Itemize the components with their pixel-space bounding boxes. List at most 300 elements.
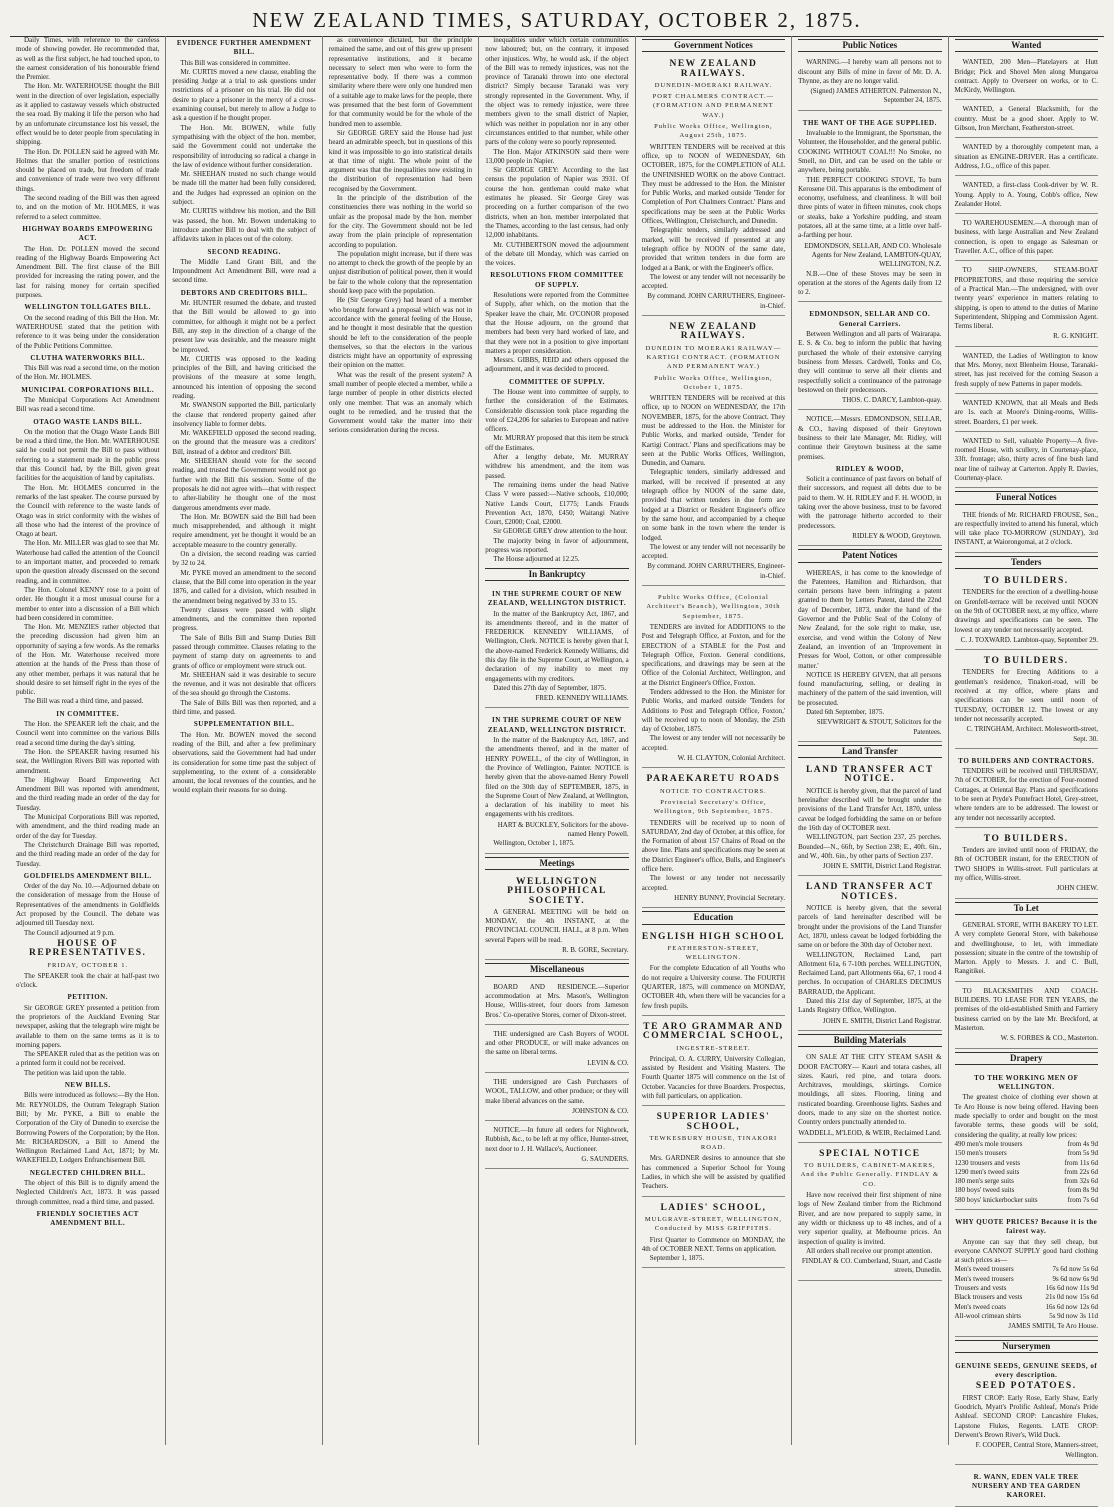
price-row bbox=[955, 1177, 1098, 1186]
ad-text: FIRST CROP: Early Rose, Early Shaw, Early Goodrich, Myatt's Prolific Ashleaf, Mona's Pride Ashleaf. SECOND CROP: Lancashire Flukes, Lapstone Flukes, Regents. LATE CROP: Derwent's Brown River's, Wild Duck. bbox=[954, 1393, 1098, 1439]
notice-text: NOTICE is hereby given, that the parcel of land hereinafter described will be brought under the provisions of the Land Transfer Act, 1870, unless caveat be lodged forbidding the same on or before the 16th day of OCTOBER next. bbox=[798, 786, 942, 832]
notice-text: N.B.—One of these Stoves may be seen in operation at the stores of the Agents daily from 12 to 2. bbox=[798, 269, 942, 297]
notice-signature: W. H. CLAYTON, Colonial Architect. bbox=[677, 754, 786, 763]
price-value: 7s 6d now 5s 6d bbox=[1052, 1265, 1098, 1274]
article-text: Mr. MURRAY proposed that this item be struck off the Estimates. bbox=[485, 434, 629, 452]
notice-title: IN THE SUPREME COURT OF NEW ZEALAND, WELLINGTON DISTRICT. bbox=[487, 589, 627, 608]
article-text: The Hon. Mr. HOLMES concurred in the remarks of the last speaker. The course pursued by the Council with reference to the waste lands of Otago was in strict conformity with the wishes of all those who had the interest of the province of Otago at heart. bbox=[16, 483, 160, 539]
price-item: 580 boys' knickerbocker suits bbox=[954, 1195, 1038, 1204]
notice-date: Dated 6th September, 1875. bbox=[806, 708, 885, 716]
article-text: The population might increase, but if there was no attempt to check the growth of the people by an unjust distribution of political power, then it would be fair to the whole colony that the representation should keep pace with the population. bbox=[328, 249, 473, 296]
ad-text: WANTED, a first-class Cook-driver by W. R. Young. Apply to A. Young, Cobb's office, New Zealander Hotel. bbox=[954, 181, 1098, 208]
wanted-ad bbox=[955, 396, 1098, 432]
ad-signature: G. SAUNDERS. bbox=[581, 1155, 629, 1164]
public-notice bbox=[798, 113, 941, 303]
notice-signature: By command. JOHN CARRUTHERS, Engineer-in-Chief. bbox=[647, 292, 786, 310]
section-banner: Government Notices bbox=[642, 39, 785, 52]
article-text: After a lengthy debate, Mr. MURRAY withdrew his amendment, and the item was passed. bbox=[485, 453, 629, 480]
tender-ad bbox=[955, 830, 1098, 899]
article-text: as convenience dictated, but the principle remained the same, and out of this grew up present representative institutions, and it became necessary to select men who were to form the representative body. If there was a common similarity where there were only one hundred men of a suitable age to make laws for the people, there was presumed that the best form of Government for that community would be for the whole of the hundred men to assemble. bbox=[328, 36, 473, 128]
notice-date: Dated this 27th day of September, 1875. bbox=[493, 683, 607, 692]
wanted-ad bbox=[955, 263, 1098, 346]
masthead: NEW ZEALAND TIMES, SATURDAY, OCTOBER 2, 1875. bbox=[10, 8, 1104, 37]
meeting-notice bbox=[485, 873, 628, 960]
ad-title: WHY QUOTE PRICES? Because it is the fairest way. bbox=[955, 1217, 1098, 1236]
price-value: 21s 0d now 15s 6d bbox=[1045, 1293, 1098, 1302]
price-value: from 32s 6d bbox=[1064, 1177, 1098, 1186]
article-text: The Hon. the SPEAKER having resumed his seat, the Wellington Rivers Bill was reported with amendment. bbox=[16, 747, 160, 775]
price-row bbox=[955, 1149, 1098, 1158]
section-banner: Education bbox=[642, 911, 785, 924]
tender-ad bbox=[955, 751, 1098, 828]
notice-text: NOTICE.—Messrs. EDMONDSON, SELLAR, & CO., having disposed of their Greytown business to their late Manager, Mr. Ridley, will continue their Greytown business at the same premises. bbox=[798, 415, 942, 461]
notice-subtitle: DUNEDIN TO MOERAKI RAILWAY—KARTIGI CONTRACT. (FORMATION AND PERMANENT WAY.) bbox=[645, 344, 782, 371]
ad-subtitle: INGESTRE-STREET. bbox=[676, 1044, 751, 1052]
ad-title: R. WANN, EDEN VALE TREE NURSERY AND TEA GARDEN KAROREI. bbox=[971, 1472, 1081, 1500]
ad-signature: WADDELL, M'LEOD, & WEIR, Reclaimed Land. bbox=[798, 1128, 942, 1137]
notice-signature: EDMONDSON, SELLAR, AND CO. Wholesale Agents for New Zealand, LAMBTON-QUAY, WELLINGTON, N.Z. bbox=[804, 241, 942, 269]
ad-text: THE undersigned are Cash Buyers of WOOL and other PRODUCE, or will make advances on the same on liberal terms. bbox=[485, 1029, 629, 1057]
section-subheading: FRIDAY, OCTOBER 1. bbox=[47, 961, 129, 969]
section-banner: Drapery bbox=[955, 1052, 1098, 1065]
notice-text: In the matter of the Bankruptcy Act, 1867, and the amendments thereof, and in the matter of HENRY POWELL, of the city of Wellington, in the Province of Wellington, Painter. NOTICE is hereby given that the above-named Henry Powell filed on the 30th day of SEPTEMBER, 1875, in the Supreme Court of New Zealand, at Wellington, a declaration of his inability to meet his engagements with his creditors. bbox=[485, 736, 629, 819]
section-heading: CLUTHA WATERWORKS BILL. bbox=[30, 353, 146, 362]
article-text: Sir GEORGE GREY drew attention to the hour. bbox=[493, 527, 628, 536]
article-text: Daily Times, with reference to the careless mode of showing powder. He recommended that, as well as the first subject, he had touched upon, to the earnest consideration of his honourable friend the Premier. bbox=[16, 36, 160, 82]
article-text: The Hon. Mr. MENZIES rather objected that the preceding discussion had given him an opportunity of saying a few words. As the remarks of the Hon. Mr. Waterhouse received more attention at the hands of the Press than those of any other member, perhaps it was natural that he should desire to set himself right in the eyes of the public. bbox=[16, 623, 160, 697]
notice-text: THE friends of Mr. RICHARD FROUSE, Sen., are respectfully invited to attend his funeral, which will take place TO-MORROW (SUNDAY), 3rd INSTANT, at Waiorongomai, at 2 o'clock. bbox=[954, 510, 1098, 547]
article-text: The House went into committee of supply, to further the consideration of the Estimates. Considerable discussion took place regarding the vote of £24,206 for salaries to European and native officers. bbox=[485, 387, 629, 434]
nursery-ad bbox=[955, 1467, 1098, 1507]
notice-text: WRITTEN TENDERS will be received at this office, up to NOON on WEDNESDAY, the 17th NOVEMBER, 1875, for the above Contract. They must be addressed to the Hon. the Minister for Public Works, and marked outside, 'Tender for Kartigi Contract.' Plans and specifications may be seen at the Public Works Offices, Wellington, Dunedin, and Oamaru. bbox=[641, 394, 786, 468]
article-text: The Sale of Bills Bill and Stamp Duties Bill passed through committee. Clauses relating to the payment of stamp duty on agreements to and grants of office or employment were struck out. bbox=[172, 633, 316, 670]
notice-title: EDMONDSON, SELLAR AND CO. General Carriers. bbox=[809, 310, 931, 328]
notice-office: Public Works Office, Wellington, October 1, 1875. bbox=[654, 374, 773, 391]
notice-text: Between Wellington and all parts of Wairarapa. E. S. & Co. beg to inform the public that having purchased the whole of their extensive carrying business from Messrs. Cardwell, Tonks and Co, they will continue to serve all their clients and respectfully solicit a continuance of the patronage bestowed on their predecessors. bbox=[798, 330, 942, 394]
section-banner: Patent Notices bbox=[798, 549, 941, 562]
article-text: The second reading of the Bill was then agreed to, and on the motion of Mr. HOLMES, it was referred to a select committee. bbox=[16, 194, 160, 221]
article-text: The Hon. Mr. BOWEN, while fully sympathising with the object of the hon. member, said the Government could not undertake the responsibility of introducing so radical a change in the law of evidence without further consideration. bbox=[172, 123, 316, 169]
article-text: Mr. CUTHBERTSON moved the adjournment of the debate till Monday, which was carried on the voices. bbox=[485, 240, 629, 268]
article-text: Bills were introduced as follows:—By the Hon. Mr. REYNOLDS, the Outram Telegraph Station Bill; by Mr. PYKE, a Bill to enable the Corporation of the City of Dunedin to exercise the Borrowing Powers of the Corporation; by the Hon. Mr. RICHARDSON, a Bill to Amend the Wellington Reclaimed Land Act, 1871; by Mr. WAKEFIELD, Lodgers Enfranchisement Bill. bbox=[16, 1091, 160, 1165]
column-6 bbox=[792, 36, 948, 1445]
government-notice bbox=[642, 318, 785, 586]
article-text: The Hon. Mr. WATERHOUSE thought the Bill went in the direction of over legislation, especially as it applied to castaway vessels which obstructed the sea road. By making it life the person who had by an unfortunate circumstance lost his vessel, the effect would be to deter people from speculating in shipping. bbox=[16, 82, 160, 147]
drapery-ad bbox=[955, 1068, 1098, 1210]
notice-text: NOTICE IS HEREBY GIVEN, that all persons found manufacturing, selling, or dealing in machinery of the pattern of the said invention, will be prosecuted. bbox=[798, 670, 942, 707]
ad-text: Anyone can say that they sell cheap, but everyone CANNOT SUPPLY good hard clothing at such prices as— bbox=[954, 1237, 1098, 1265]
article-text: Sir GEORGE GREY: According to the last census the population of Napier was 3931. Of course the hon. gentleman could make what estimates he pleased. Sir George Grey was proceeding on a further comparison of the two districts, when an hon. member interpolated that the Thames, according to the last census, had only 12,000 inhabitants. bbox=[485, 166, 629, 240]
article-text: Messrs. GIBBS, REID and others opposed the adjournment, and it was decided to proceed. bbox=[485, 356, 629, 374]
price-row bbox=[955, 1186, 1098, 1195]
ad-title: SPECIAL NOTICE bbox=[819, 1148, 921, 1159]
notice-text: THE PERFECT COOKING STOVE, To burn Kerosene Oil. This apparatus is the embodiment of economy, usefulness, and cleanliness. It will boil three pints of water in fifteen minutes, cook chops or steaks, bake a Yorkshire pudding, and steam potatoes, all at the same time, at a little over half-a-farthing per hour. bbox=[798, 175, 942, 240]
price-row bbox=[955, 1275, 1098, 1284]
drapery-ad bbox=[955, 1212, 1098, 1337]
notice-signature: JOHN E. SMITH, District Land Registrar. bbox=[822, 862, 942, 871]
education-ad bbox=[642, 1018, 785, 1106]
article-text: On the second reading of this Bill the Hon. Mr. WATERHOUSE stated that the petition with reference to it was being under the consideration of the Public Petitions Committee. bbox=[16, 313, 160, 350]
section-banner: Building Materials bbox=[798, 1034, 941, 1047]
article-text: Mr. SHEEHAN said it was desirable to secure the revenue, and it was not desirable that officers of the sea should go through the Customs. bbox=[172, 670, 316, 698]
section-heading: FRIENDLY SOCIETIES ACT AMENDMENT BILL. bbox=[36, 1209, 139, 1228]
price-item: 180 boys' tweed suits bbox=[954, 1186, 1015, 1195]
price-value: from 8s 9d bbox=[1067, 1186, 1098, 1195]
ad-signature: C. TRINGHAM, Architect. Molesworth-street, Sept. 30. bbox=[966, 725, 1098, 743]
section-heading: NEGLECTED CHILDREN BILL. bbox=[29, 1168, 146, 1177]
price-row bbox=[955, 1140, 1098, 1149]
article-text: Sir GEORGE GREY presented a petition from the proprietors of the Auckland Evening Star newspaper, asking that the telegraph wire might be available to them on the same terms as it is to morning papers. bbox=[16, 1003, 160, 1049]
notice-text: TENDERS will be received up to noon of SATURDAY, 2nd day of October, at this office, for the Formation of about 157 Chains of Road on the above line. Plans and specifications may be seen at the District Engineer's office, Bulls, and Engineer's office here. bbox=[641, 818, 786, 874]
article-text: The Municipal Corporations Act Amendment Bill was read a second time. bbox=[16, 395, 160, 414]
ad-signature: R. G. KNIGHT. bbox=[1053, 332, 1098, 341]
ad-text: WANTED, a General Blacksmith, for the country. Must be a good shoer. Apply to W. Gibson, Iron Merchant, Featherston-street. bbox=[954, 105, 1098, 133]
article-text: Mr. SHEEHAN trusted no such change would be made till the matter had been fully considered, and the Judges had expressed an opinion on the subject. bbox=[172, 170, 316, 207]
ad-signature: JOHNSTON & CO. bbox=[572, 1106, 629, 1115]
ad-title: TO THE WORKING MEN OF WELLINGTON. bbox=[974, 1073, 1079, 1092]
ad-text: First Quarter to Commence on MONDAY, the 4th of OCTOBER NEXT. Terms on application. bbox=[641, 1235, 786, 1253]
section-banner: Miscellaneous bbox=[485, 963, 628, 976]
price-row bbox=[955, 1284, 1098, 1293]
section-heading: MUNICIPAL CORPORATIONS BILL. bbox=[21, 385, 155, 394]
price-value: from 11s 6d bbox=[1064, 1158, 1098, 1167]
price-item: All-wool crimean shirts bbox=[954, 1311, 1022, 1320]
section-banner: Public Notices bbox=[798, 39, 941, 52]
notice-title: LAND TRANSFER ACT NOTICE. bbox=[805, 765, 934, 785]
notice-date: Dated this 21st day of September, 1875, at the Lands Registry Office, Wellington. bbox=[798, 997, 942, 1015]
article-text: In the principle of the distribution of the constituencies there was nothing in the world so unfair as the proposal made by the hon. member for the city. The Government should not be led away from the plain principle of representation according to population. bbox=[328, 194, 473, 249]
section-heading: OTAGO WASTE LANDS BILL. bbox=[33, 417, 143, 426]
ad-title: TE ARO GRAMMAR AND COMMERCIAL SCHOOL, bbox=[642, 1021, 784, 1042]
article-text: The majority being in favor of adjournment, progress was reported. bbox=[485, 536, 629, 555]
section-banner: Land Transfer bbox=[798, 745, 941, 758]
price-value: from 4s 9d bbox=[1067, 1139, 1098, 1148]
section-banner: Wanted bbox=[955, 39, 1098, 52]
notice-signature: FRED. KENNEDY WILLIAMS. bbox=[535, 694, 629, 703]
education-ad bbox=[642, 928, 785, 1016]
price-item: Black trousers and vests bbox=[954, 1293, 1023, 1302]
notice-text: WARNING.—I hereby warn all persons not to discount any Bills of mine in favor of Mr. D. A. Thynne, as they are no longer valid. bbox=[798, 58, 942, 85]
price-value: 5s 9d now 3s 11d bbox=[1049, 1311, 1098, 1320]
article-text: The Hon. Dr. POLLEN moved the second reading of the Highway Boards Empowering Act Amendment Bill. The first clause of the Bill provided for increasing the rating power, and the last for raising money for certain specified purposes. bbox=[16, 244, 160, 300]
notice-title: NEW ZEALAND RAILWAYS. bbox=[669, 59, 758, 79]
article-text: The Bill was read a third time, and passed. bbox=[24, 697, 144, 706]
ad-text: Principal, O. A. CURRY, University Collegian, assisted by Resident and Visiting Masters. The Fourth Quarter 1875 will commence on the 1st of October. Vacancies for three Boarders. Prospectus, with full particulars, on application. bbox=[641, 1054, 786, 1100]
wanted-ad bbox=[955, 434, 1098, 488]
notice-office: Provincial Secretary's Office, Wellington, 9th September, 1875. bbox=[653, 798, 774, 816]
section-heading: SECOND READING. bbox=[207, 247, 281, 256]
article-text: Twenty clauses were passed with slight amendments, and the committee then reported progress. bbox=[172, 605, 316, 633]
article-text: Mr. CURTIS was opposed to the leading principles of the Bill, and having criticised the provisions of the measure at some length, announced his intention of opposing the second reading. bbox=[172, 354, 316, 400]
notice-text: Solicit a continuance of past favors on behalf of their successors, and request all debts due to be paid to them. W. H. RIDLEY and F. H. WOOD, in taking over the above business, trust to be favored with the patronage hitherto accorded to their predecessors. bbox=[798, 475, 942, 530]
section-banner: Funeral Notices bbox=[955, 491, 1098, 504]
land-transfer-notice bbox=[798, 761, 941, 876]
article-text: The Middle Land Grant Bill, and the Impoundment Act Amendment Bill, were read a second time. bbox=[172, 257, 316, 285]
wanted-ad bbox=[955, 140, 1098, 176]
ad-date: September 1, 1875. bbox=[649, 1254, 705, 1263]
price-item: 1290 men's tweed suits bbox=[954, 1167, 1020, 1176]
price-item: Men's tweed trousers bbox=[954, 1265, 1014, 1274]
notice-title: IN THE SUPREME COURT OF NEW ZEALAND, WELLINGTON DISTRICT. bbox=[487, 716, 627, 734]
article-text: Mr. PYKE moved an amendment to the second clause, that the Bill come into operation in the year 1876, and called for a division, which resulted in the amendment being negatived by 33 to 15. bbox=[172, 568, 316, 605]
article-text: Mr. CURTIS moved a new clause, enabling the presiding Judge at a trial to ask questions under restrictions of a prisoner on his trial. He did not desire to place a prisoner in the mercy of a cross-examining counsel, but merely to allow a Judge to ask a question if he thought proper. bbox=[172, 67, 316, 123]
ad-text: TENDERS will be received until THURSDAY, 7th of OCTOBER, for the erection of Four-roomed Cottages, at Oriental Bay. Plans and specifications to be seen at Pryde's Pontefract Hotel, Grey-street, where tenders are to be addressed. The lowest or any tender not necessarily accepted. bbox=[954, 767, 1098, 822]
ad-subtitle: FEATHERSTON-STREET, WELLINGTON. bbox=[667, 944, 760, 962]
notice-signature: HENRY BUNNY, Provincial Secretary. bbox=[674, 893, 786, 902]
article-text: The Hon. Colonel KENNY rose to a point of order. He thought it a most unusual course for a member to enter into a discussion of a Bill which had been considered in committee. bbox=[16, 585, 160, 622]
article-text: Mr. WAKEFIELD opposed the second reading, on the ground that the measure was a creditors' Bill, instead of a debtor and creditors' Bill. bbox=[172, 429, 316, 456]
ad-title: TO BUILDERS AND CONTRACTORS. bbox=[958, 756, 1095, 765]
section-heading: COMMITTEE OF SUPPLY. bbox=[509, 377, 605, 386]
notice-text: WELLINGTON, part Section 237, 25 perches. Bounded—N., 66ft, by Section 238; E., 40ft. 6in., and W., 40ft. 6in., by other parts of Section 237. bbox=[798, 833, 942, 860]
ad-text: ON SALE AT THE CITY STEAM SASH & DOOR FACTORY— Kauri and totara cashes, all sizes. Kauri, red pine, and totara doors. Architraves, mouldings, skirtings. Cornice mouldings, all sizes. Flooring, lining and rusticated boarding. Greenhouse lights. Sashes and doors, made to any size on the shortest notice. Country orders punctually attended to. bbox=[798, 1053, 942, 1127]
ad-title: GENUINE SEEDS, GENUINE SEEDS, of every description. bbox=[955, 1361, 1098, 1380]
ad-text: WANTED by a thoroughly competent man, a situation as ENGINE-DRIVER. Has a certificate. Address, J.G., office of this paper. bbox=[954, 143, 1098, 170]
notice-signature: JOHN E. SMITH, District Land Registrar. bbox=[822, 1016, 942, 1025]
price-item: Trousers and vests bbox=[954, 1284, 1007, 1293]
education-ad bbox=[642, 1199, 785, 1269]
tender-ad bbox=[955, 652, 1098, 749]
ad-text: WANTED, 200 Men—Platelayers at Hutt Bridge; Pick and Shovel Men along Mungaroa contract. Apply to Overseer on works, or to C. McKirdy, Wellington. bbox=[954, 58, 1098, 95]
section-banner: Meetings bbox=[485, 857, 628, 870]
section-heading: GOLDFIELDS AMENDMENT BILL. bbox=[23, 871, 152, 880]
column-5 bbox=[636, 36, 792, 1445]
notice-signature: RIDLEY & WOOD, bbox=[835, 464, 904, 473]
wanted-ad bbox=[955, 349, 1098, 394]
ad-subtitle: TO BUILDERS, CABINET-MAKERS, And the Public Generally. FINDLAY & CO. bbox=[800, 1162, 940, 1188]
price-value: from 22s 6d bbox=[1064, 1167, 1098, 1176]
building-ad bbox=[798, 1050, 941, 1143]
price-value: 16s 6d now 11s 9d bbox=[1045, 1284, 1098, 1293]
section-banner: Tenders bbox=[955, 556, 1098, 569]
misc-ad bbox=[485, 1027, 628, 1073]
article-text: Mr. HUNTER resumed the debate, and trusted that the Bill would be allowed to go into committee, for although it might not be a perfect Bill, any step in the direction of a change of the present law was desirable, and the measure might be improved. bbox=[172, 299, 316, 354]
notice-text: WRITTEN TENDERS will be received at this office, up to NOON of WEDNESDAY, 6th OCTOBER, 1875, for the COMPLETION of ALL the UNFINISHED WORK on the above Contract. They must be addressed to the Hon. the Minister for Public Works, and marked outside 'Tender for Completion of Port Chalmers Contract.' Plans and specifications may be seen at the Public Works Offices, Wellington, Christchurch, and Dunedin. bbox=[641, 142, 786, 226]
article-text: The object of this Bill is to dignify amend the Neglected Children's Act, 1873. It was passed through committee, read a third time, and passed. bbox=[16, 1179, 160, 1206]
price-item: 1230 trousers and vests bbox=[954, 1158, 1021, 1167]
public-notice bbox=[798, 412, 941, 546]
notice-text: Telegraphic tenders, similarly addressed and marked, will be received if presented at any telegraph office by NOON of the same date, provided that written tenders in due form are lodged at a Bank, or with the Engineer's office. bbox=[641, 226, 786, 272]
article-text: This Bill was considered in committee. bbox=[180, 58, 291, 67]
notice-subtitle: PORT CHALMERS CONTRACT.—(FORMATION AND PERMANENT WAY.) bbox=[652, 93, 775, 119]
section-heading: HOUSE OF REPRESENTATIVES. bbox=[29, 938, 147, 959]
ad-text: THE undersigned are Cash Purchasers of WOOL, TALLOW, and other produce; or they will make liberal advances on the same. bbox=[485, 1077, 629, 1105]
ad-subtitle: MULGRAVE-STREET, WELLINGTON, Conducted by MISS GRIFFITHS. bbox=[644, 1215, 782, 1233]
misc-ad bbox=[485, 1075, 628, 1121]
article-text: Mr. CURTIS withdrew his motion, and the Bill was passed, the hon. Mr. Bowen undertaking to introduce another Bill to deal with the subject of affidavits taken in places out of the colony. bbox=[172, 207, 316, 244]
ad-subtitle: SEED POTATOES. bbox=[975, 1381, 1077, 1392]
ad-text: TO BLACKSMITHS AND COACH-BUILDERS. TO LEASE FOR TEN YEARS, the premises of the old-established Smith and Farriery business carried on by the late Mr. Breckford, at Masterton. bbox=[954, 986, 1098, 1032]
to-let-ad bbox=[955, 918, 1098, 982]
article-text: The Municipal Corporations Bill was reported, with amendment, and the third reading made an order of the day for Tuesday. bbox=[16, 813, 160, 840]
notice-signature: RIDLEY & WOOD, Greytown. bbox=[852, 531, 942, 540]
article-text: The SPEAKER took the chair at half-past two o'clock. bbox=[16, 971, 160, 990]
to-let-ad bbox=[955, 984, 1098, 1049]
price-value: 16s 6d now 12s 6d bbox=[1045, 1302, 1098, 1311]
price-row bbox=[955, 1196, 1098, 1205]
article-text: Order of the day No. 10.—Adjourned debate on the consideration of message from the House of Representatives of the amendments in Goldfields Act proposed by the Council. The debate was adjourned till Tuesday next. bbox=[16, 882, 160, 928]
ad-text: TENDERS for Erecting Additions to a gentleman's residence, Tinakori-road, will be received at my office, where plans and specifications can be seen until noon of TUESDAY, OCTOBER 12. The lowest or any tender not necessarily accepted. bbox=[954, 668, 1098, 723]
notice-text: WELLINGTON, Reclaimed Land, part Allotment 61a, 6 7-10th perches. WELLINGTON, Reclaimed Land, part Allotments 66a, 67, 1 rood 4 perches. In occupation of CHARLES DECIMUS BARRAUD, the Applicant. bbox=[798, 950, 942, 996]
ad-text: GENERAL STORE, WITH BAKERY TO LET. A very complete General Store, with bakehouse and dwellinghouse, to let, with immediate possession; situate in the centre of the township of Marton. Apply to Messrs. J. and C. Bull, Rangitikei. bbox=[954, 920, 1098, 976]
wanted-ad bbox=[955, 216, 1098, 261]
article-text: The petition was laid upon the table. bbox=[24, 1068, 127, 1077]
notice-title: PARAEKARETU ROADS bbox=[646, 774, 781, 785]
notice-subtitle: DUNEDIN-MOERAKI RAILWAY. bbox=[654, 81, 773, 89]
column-4 bbox=[479, 36, 635, 1445]
ad-signature: C. J. TOXWARD. Lambton-quay, September 29. bbox=[960, 635, 1098, 644]
misc-ad bbox=[485, 980, 628, 1025]
ad-text: All orders shall receive our prompt attention. bbox=[806, 1246, 933, 1255]
article-text: What was the result of the present system? A small number of people elected a member, while a large number of people in other districts elected only one member. That was an anomaly which ought to be remedied, and he trusted that the Government would take the matter into their serious consideration during the recess. bbox=[328, 370, 473, 435]
ad-title: LADIES' SCHOOL, bbox=[660, 1202, 767, 1213]
section-heading: SUPPLEMENTATION BILL. bbox=[193, 720, 295, 729]
price-row bbox=[955, 1265, 1098, 1274]
article-text: The Hon. Dr. POLLEN said he agreed with Mr. Holmes that the smaller portion of restrictions should be placed on trade, but freedom of trade and convenience of trade were two very different things. bbox=[16, 147, 160, 193]
section-heading: PETITION. bbox=[67, 993, 108, 1002]
notice-text: Tenders addressed to the Hon. the Minister for Public Works, and marked outside 'Tenders for Additions to Post and Telegraph Office, Foxton,' will be received up to noon of Monday, the 25th day of October, 1875. bbox=[641, 688, 786, 734]
article-text: The Council adjourned at 9 p.m. bbox=[24, 928, 115, 937]
price-value: from 7s 6d bbox=[1067, 1195, 1098, 1204]
article-text: Mr. SHEEHAN should vote for the second reading, and trusted the Government would not go further with the Bill this session. Some of the proposals he did not agree with—that with respect to after-liability he thought one of the most dangerous amendments ever made. bbox=[172, 457, 316, 512]
notice-office: Public Works Office, (Colonial Architect's Branch), Wellington, 30th September, 1875. bbox=[646, 594, 781, 620]
ad-title: TO BUILDERS. bbox=[983, 833, 1069, 844]
ad-text: TO WAREHOUSEMEN.—A thorough man of business, with large Australian and New Zealand connection, is open to engage as Salesman or Traveller. A.C., office of this paper. bbox=[954, 219, 1098, 256]
article-text: Mr. SWANSON supported the Bill, particularly the clause that rendered property gained after insolvency liable to former debts. bbox=[172, 401, 316, 428]
column-container bbox=[10, 36, 1104, 1500]
land-transfer-notice bbox=[798, 878, 941, 1030]
public-notice bbox=[798, 55, 941, 110]
section-banner: To Let bbox=[955, 902, 1098, 915]
column-7 bbox=[949, 36, 1104, 1500]
building-ad bbox=[798, 1145, 941, 1281]
notice-text: The lowest or any tender will not necessarily be accepted. bbox=[641, 734, 786, 752]
notice-title: NEW ZEALAND RAILWAYS. bbox=[669, 322, 758, 342]
ad-title: TO BUILDERS. bbox=[983, 576, 1069, 587]
notice-text: The lowest or any tender not necessarily accepted. bbox=[641, 874, 786, 892]
notice-title: WELLINGTON PHILOSOPHICAL SOCIETY. bbox=[507, 876, 607, 906]
funeral-notice bbox=[955, 508, 1098, 553]
ad-signature: FINDLAY & CO. Cumberland, Stuart, and Castle streets, Dunedin. bbox=[801, 1257, 942, 1275]
notice-subtitle: NOTICE TO CONTRACTORS. bbox=[660, 787, 767, 795]
ad-signature: JAMES SMITH, Te Aro House. bbox=[1008, 1322, 1098, 1331]
article-text: The Hon. the SPEAKER left the chair, and the Council went into committee on the various Bills read a second time during the day's sitting. bbox=[16, 720, 160, 747]
ad-text: For the complete Education of all Youths who do not require a University course. The FOURTH QUARTER, 1875, will commence on MONDAY, OCTOBER 4th, when there will be vacancies for a few fresh pupils. bbox=[641, 964, 786, 1010]
ad-text: TO SHIP-OWNERS, STEAM-BOAT PROPRIETORS, and those requiring the service of a Practical Man.—The undersigned, with over twenty years' experience in matters relating to shipping, is open to attend to the duties of Marine Superintendent, Shipping and Commission Agent. Terms liberal. bbox=[954, 266, 1098, 331]
article-text: The House adjourned at 12.25. bbox=[493, 555, 580, 564]
price-item: 150 men's trousers bbox=[954, 1149, 1007, 1158]
section-heading: RESOLUTIONS FROM COMMITTEE OF SUPPLY. bbox=[490, 271, 624, 289]
ad-text: The greatest choice of clothing ever shown at Te Aro House is now being offered. Having been made specially to order and bought on the most favorable terms, these goods will be sold, considering the quality, at really low prices: bbox=[954, 1093, 1098, 1139]
article-text: The Hon. Mr. MILLER was glad to see that Mr. Waterhouse had called the attention of the Council to an important matter, and proceeded to remark upon the question already discussed on the second reading, and in committee. bbox=[16, 539, 160, 585]
ad-title: ENGLISH HIGH SCHOOL bbox=[641, 931, 785, 942]
column-2 bbox=[166, 36, 322, 1445]
article-text: The Highway Board Empowering Act Amendment Bill was reported with amendment, and the third reading made an order of the day for Tuesday. bbox=[16, 775, 160, 812]
price-value: from 5s 9d bbox=[1067, 1149, 1098, 1158]
article-text: The Hon. Mr. BOWEN said the Bill had been much misapprehended, and although it might require amendment, yet he thought it would be an acceptable measure to the country generally. bbox=[172, 512, 316, 549]
notice-text: TENDERS are invited for ADDITIONS to the Post and Telegraph Office, at Foxton, and for the ERECTION of a STABLE for the Post and Telegraph Office, Foxton. General conditions, specifications, and drawings may be seen at the Office of the Colonial Architect, Wellington, and at the District Engineer's Office, Foxton. bbox=[641, 622, 786, 687]
ad-text: Tenders are invited until noon of FRIDAY, the 8th of OCTOBER instant, for the ERECTION of TWO SHOPS in Willis-street. Full particulars at my office, Willis-street. bbox=[954, 846, 1098, 883]
ad-signature: JOHN CHEW. bbox=[1056, 884, 1098, 893]
ad-text: WANTED KNOWN, that all Meals and Beds are 1s. each at Moore's Dining-rooms, Willis-street. Boarders, £1 per week. bbox=[954, 398, 1098, 426]
column-3 bbox=[323, 36, 479, 1445]
bankruptcy-notice bbox=[485, 710, 628, 853]
section-heading: DEBTORS AND CREDITORS BILL. bbox=[180, 288, 308, 297]
price-list bbox=[955, 1265, 1098, 1321]
ad-text: Have now received their first shipment of nine logs of New Zealand timber from the Richmond River, and are now prepared to supply same, in any width or thickness up to 48 inches, and of a very superior quality, at Melbourne prices. An inspection of quality is invited. bbox=[798, 1191, 942, 1246]
notice-text: NOTICE is hereby given, that the several parcels of land hereinafter described will be brought under the provisions of the Land Transfer Act, 1870, unless caveat be lodged forbidding the same on or before the 30th day of October next. bbox=[798, 904, 942, 950]
tender-ad bbox=[955, 572, 1098, 650]
ad-signature: F. COOPER, Central Store, Manners-street, Wellington. bbox=[975, 1441, 1098, 1459]
article-text: The remaining items under the head Native Class V were passed:—Native schools, £10,000; Native Lands Court, £1775; Lands Frauds Prevention Act, 1870, £450; Waitangi Native Court, £2000; Coal, £2000. bbox=[485, 480, 629, 527]
notice-text: The lowest or any tender will not necessarily be accepted. bbox=[641, 542, 786, 561]
nursery-ad bbox=[955, 1356, 1098, 1465]
ad-title: SUPERIOR LADIES' SCHOOL, bbox=[656, 1112, 771, 1132]
public-notice bbox=[798, 304, 941, 410]
wanted-ad bbox=[955, 55, 1098, 100]
article-text: Sir GEORGE GREY said the House had just heard an admirable speech, but in questions of this kind it was impossible to go into statistical details at that time of night. The whole point of the argument was that the inequalities now existing in the distribution of representation had been recognised by the Government. bbox=[328, 128, 473, 193]
article-text: On the motion that the Otago Waste Lands Bill be read a third time, the Hon. Mr. WATERHOUSE said he could not permit the Bill to pass without referring to a statement made in the public press that this Council had, by the Bill, given great facilities for the acquisition of land by capitalists. bbox=[16, 427, 160, 483]
article-text: Resolutions were reported from the Committee of Supply, after which, on the motion that the Speaker leave the chair, Mr. O'CONOR proposed that the House adjourn, on the ground that members had been very hard worked of late, and that they were not in a position to give important matters a proper consideration. bbox=[485, 291, 629, 355]
section-banner: In Bankruptcy bbox=[485, 568, 628, 581]
section-heading: IN COMMITTEE. bbox=[56, 709, 120, 718]
price-item: 180 men's serge suits bbox=[954, 1177, 1014, 1186]
ad-text: WANTED to Sell, valuable Property—A five-roomed House, with scullery, in Courtenay-place, 33ft. frontage; also, thirty acres of fine bush land near line of railway at Carterton. Apply R. Davies, Courtenay-place. bbox=[954, 436, 1098, 482]
notice-signature: SIEVWRIGHT & STOUT, Solicitors for the Patentees. bbox=[816, 718, 942, 736]
article-text: He (Sir George Grey) had heard of a member who brought forward a proposal which was not in accordance with the general feeling of the House, and he thought it most desirable that the question should be left to the consideration of the people themselves, so that the electors in the various districts might have an opportunity of expressing their opinion on the matter. bbox=[328, 296, 473, 370]
article-text: The Hon. Mr. BOWEN moved the second reading of the Bill, and after a few preliminary observations, said the Government had had under its consideration for some time past the subject of supplementing, to the extent of a considerable amount, the local revenues of the counties, and he would explain their reasons for so doing. bbox=[172, 730, 316, 795]
government-notice bbox=[642, 55, 785, 316]
misc-ad bbox=[485, 1123, 628, 1169]
bankruptcy-notice bbox=[485, 584, 628, 709]
notice-signature: THOS. C. DARCY, Lambton-quay. bbox=[841, 396, 942, 405]
ad-signature: LEVIN & CO. bbox=[587, 1058, 629, 1067]
notice-title: THE WANT OF THE AGE SUPPLIED. bbox=[802, 118, 937, 127]
section-heading: HIGHWAY BOARDS EMPOWERING ACT. bbox=[22, 224, 154, 243]
article-text: The Sale of Bills Bill was then reported, and a third time, and passed. bbox=[172, 698, 316, 717]
section-heading: WELLINGTON TOLLGATES BILL. bbox=[24, 303, 152, 312]
ad-text: Mrs. GARDNER desires to announce that she has commenced a Superior School for Young Ladies, in which she will be assisted by qualified Teachers. bbox=[641, 1154, 786, 1191]
notice-text: A GENERAL MEETING will be held on MONDAY, the 4th INSTANT, at the PROVINCIAL COUNCIL HALL, at 8 p.m. When several Papers will be read. bbox=[485, 907, 629, 944]
price-row bbox=[955, 1168, 1098, 1177]
notice-signature: HART & BUCKLEY, Solicitors for the above-named Henry Powell. bbox=[497, 820, 629, 839]
ad-title: TO BUILDERS. bbox=[983, 656, 1069, 667]
government-notice bbox=[642, 588, 785, 768]
education-ad bbox=[642, 1108, 785, 1196]
ad-text: BOARD AND RESIDENCE.—Superior accommodation at Mrs. Mason's, Wellington House, Willis-street, four doors from Jameson Bros.' Co-operative Stores, corner of Dixon-street. bbox=[485, 982, 629, 1019]
notice-text: The lowest or any tender will not necessarily be accepted. bbox=[641, 272, 786, 291]
price-row bbox=[955, 1159, 1098, 1168]
article-text: The SPEAKER ruled that as the petition was on a printed form it could not be received. bbox=[16, 1050, 160, 1068]
notice-text: Telegraphic tenders, similarly addressed and marked, will be received if presented at any telegraph office by NOON of the same date, provided that written tenders in due form are lodged at a District or Resident Engineer's office by the same hour, and accompanied by a cheque on some bank in the town where the tender is lodged. bbox=[641, 468, 786, 542]
article-text: This Bill was read a second time, on the motion of the Hon. Mr. HOLMES. bbox=[16, 364, 160, 382]
article-text: The Hon. Major ATKINSON said there were 13,000 people in Napier. bbox=[485, 147, 629, 165]
price-item: Men's tweed trousers bbox=[954, 1274, 1014, 1283]
notice-text: Invaluable to the Immigrant, the Sportsman, the Volunteer, the Householder, and the general public. COOKING WITHOUT COAL!!! No Smoke, no Smell, no Dirt, and can be used on the table or anywhere, being portable. bbox=[798, 129, 942, 175]
article-text: inequalities under which certain communities now laboured; but, on the contrary, it imposed other injustices. Why, he would ask, if the object of the Bill was to remedy injustices, was not the province of Taranaki thrown into one electoral district? Simply because Taranaki was very strongly represented in the Government. Why, if the object was to remedy injustice, were three members given to the small district of Napier, which was neither in population nor in any other circumstances entitled to that number, while other parts of the colony were so poorly represented. bbox=[485, 36, 629, 147]
price-list bbox=[955, 1140, 1098, 1205]
article-text: The Christchurch Drainage Bill was reported, and the third reading made an order of the day for Tuesday. bbox=[16, 840, 160, 868]
price-item: Men's tweed coats bbox=[954, 1302, 1006, 1311]
price-row bbox=[955, 1293, 1098, 1302]
ad-signature: W. S. FORBES & CO., Masterton. bbox=[1000, 1034, 1098, 1043]
wanted-ad bbox=[955, 178, 1098, 214]
article-text: On a division, the second reading was carried by 32 to 24. bbox=[172, 550, 316, 568]
patent-notice bbox=[798, 566, 941, 742]
notice-signature: By command. JOHN CARRUTHERS, Engineer-in-Chief. bbox=[647, 562, 786, 580]
section-heading: NEW BILLS. bbox=[64, 1081, 111, 1090]
notice-signature: R. B. GORE, Secretary. bbox=[562, 946, 629, 955]
